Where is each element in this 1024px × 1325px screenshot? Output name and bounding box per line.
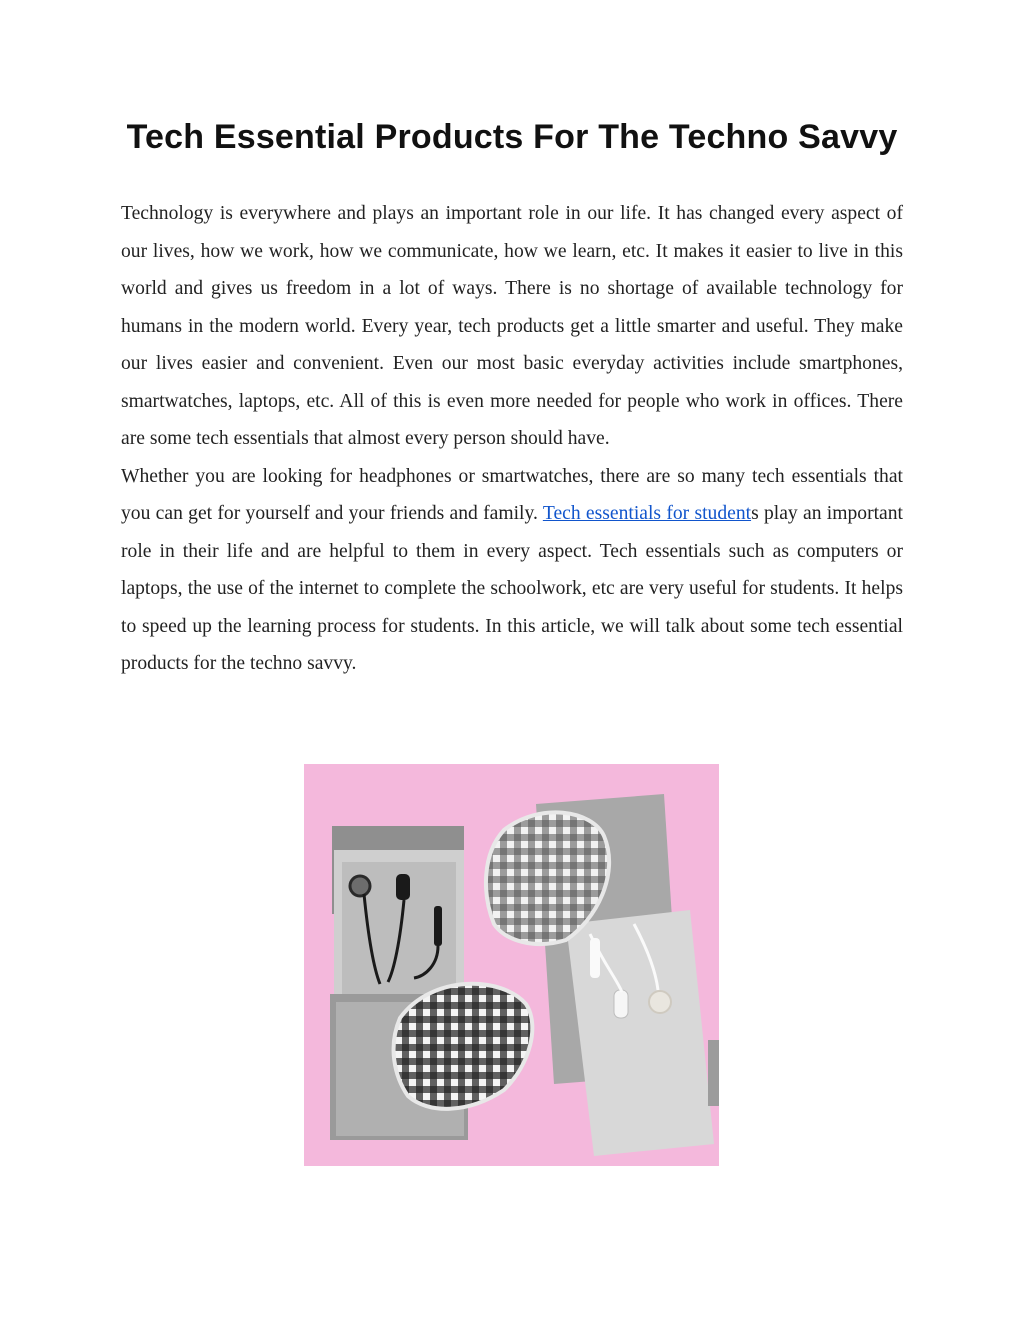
article-body bbox=[121, 195, 903, 683]
page-title: Tech Essential Products For The Techno Savvy bbox=[126, 118, 898, 156]
tech-essentials-link[interactable]: Tech essentials for student bbox=[542, 503, 752, 524]
paragraph-students-lead: Whether you are looking for headphones or smartwatches, there are so many tech essentials that you can get for yourself and your friends and family. bbox=[121, 465, 903, 524]
product-photo-earphones bbox=[304, 764, 719, 1166]
paragraph-students bbox=[121, 458, 903, 683]
earphones-illustration bbox=[304, 764, 719, 1166]
paragraph-students-tail: s play an important role in their life and are helpful to them in every aspect. Tech essentials such as computers or laptops, the use of the internet to complete the schoolwork, etc are very useful for students. It helps to speed up the learning process for students. In this article, we will talk about some tech essential products for the techno savvy. bbox=[121, 503, 903, 674]
paragraph-intro: Technology is everywhere and plays an important role in our life. It has changed every aspect of our lives, how we work, how we communicate, how we learn, etc. It makes it easier to live in this world and gives us freedom in a lot of ways. There is no shortage of available technology for humans in the modern world. Every year, tech products get a little smarter and useful. They make our lives easier and convenient. Even our most basic everyday activities include smartphones, smartwatches, laptops, etc. All of this is even more needed for people who work in offices. There are some tech essentials that almost every person should have. bbox=[121, 203, 903, 449]
